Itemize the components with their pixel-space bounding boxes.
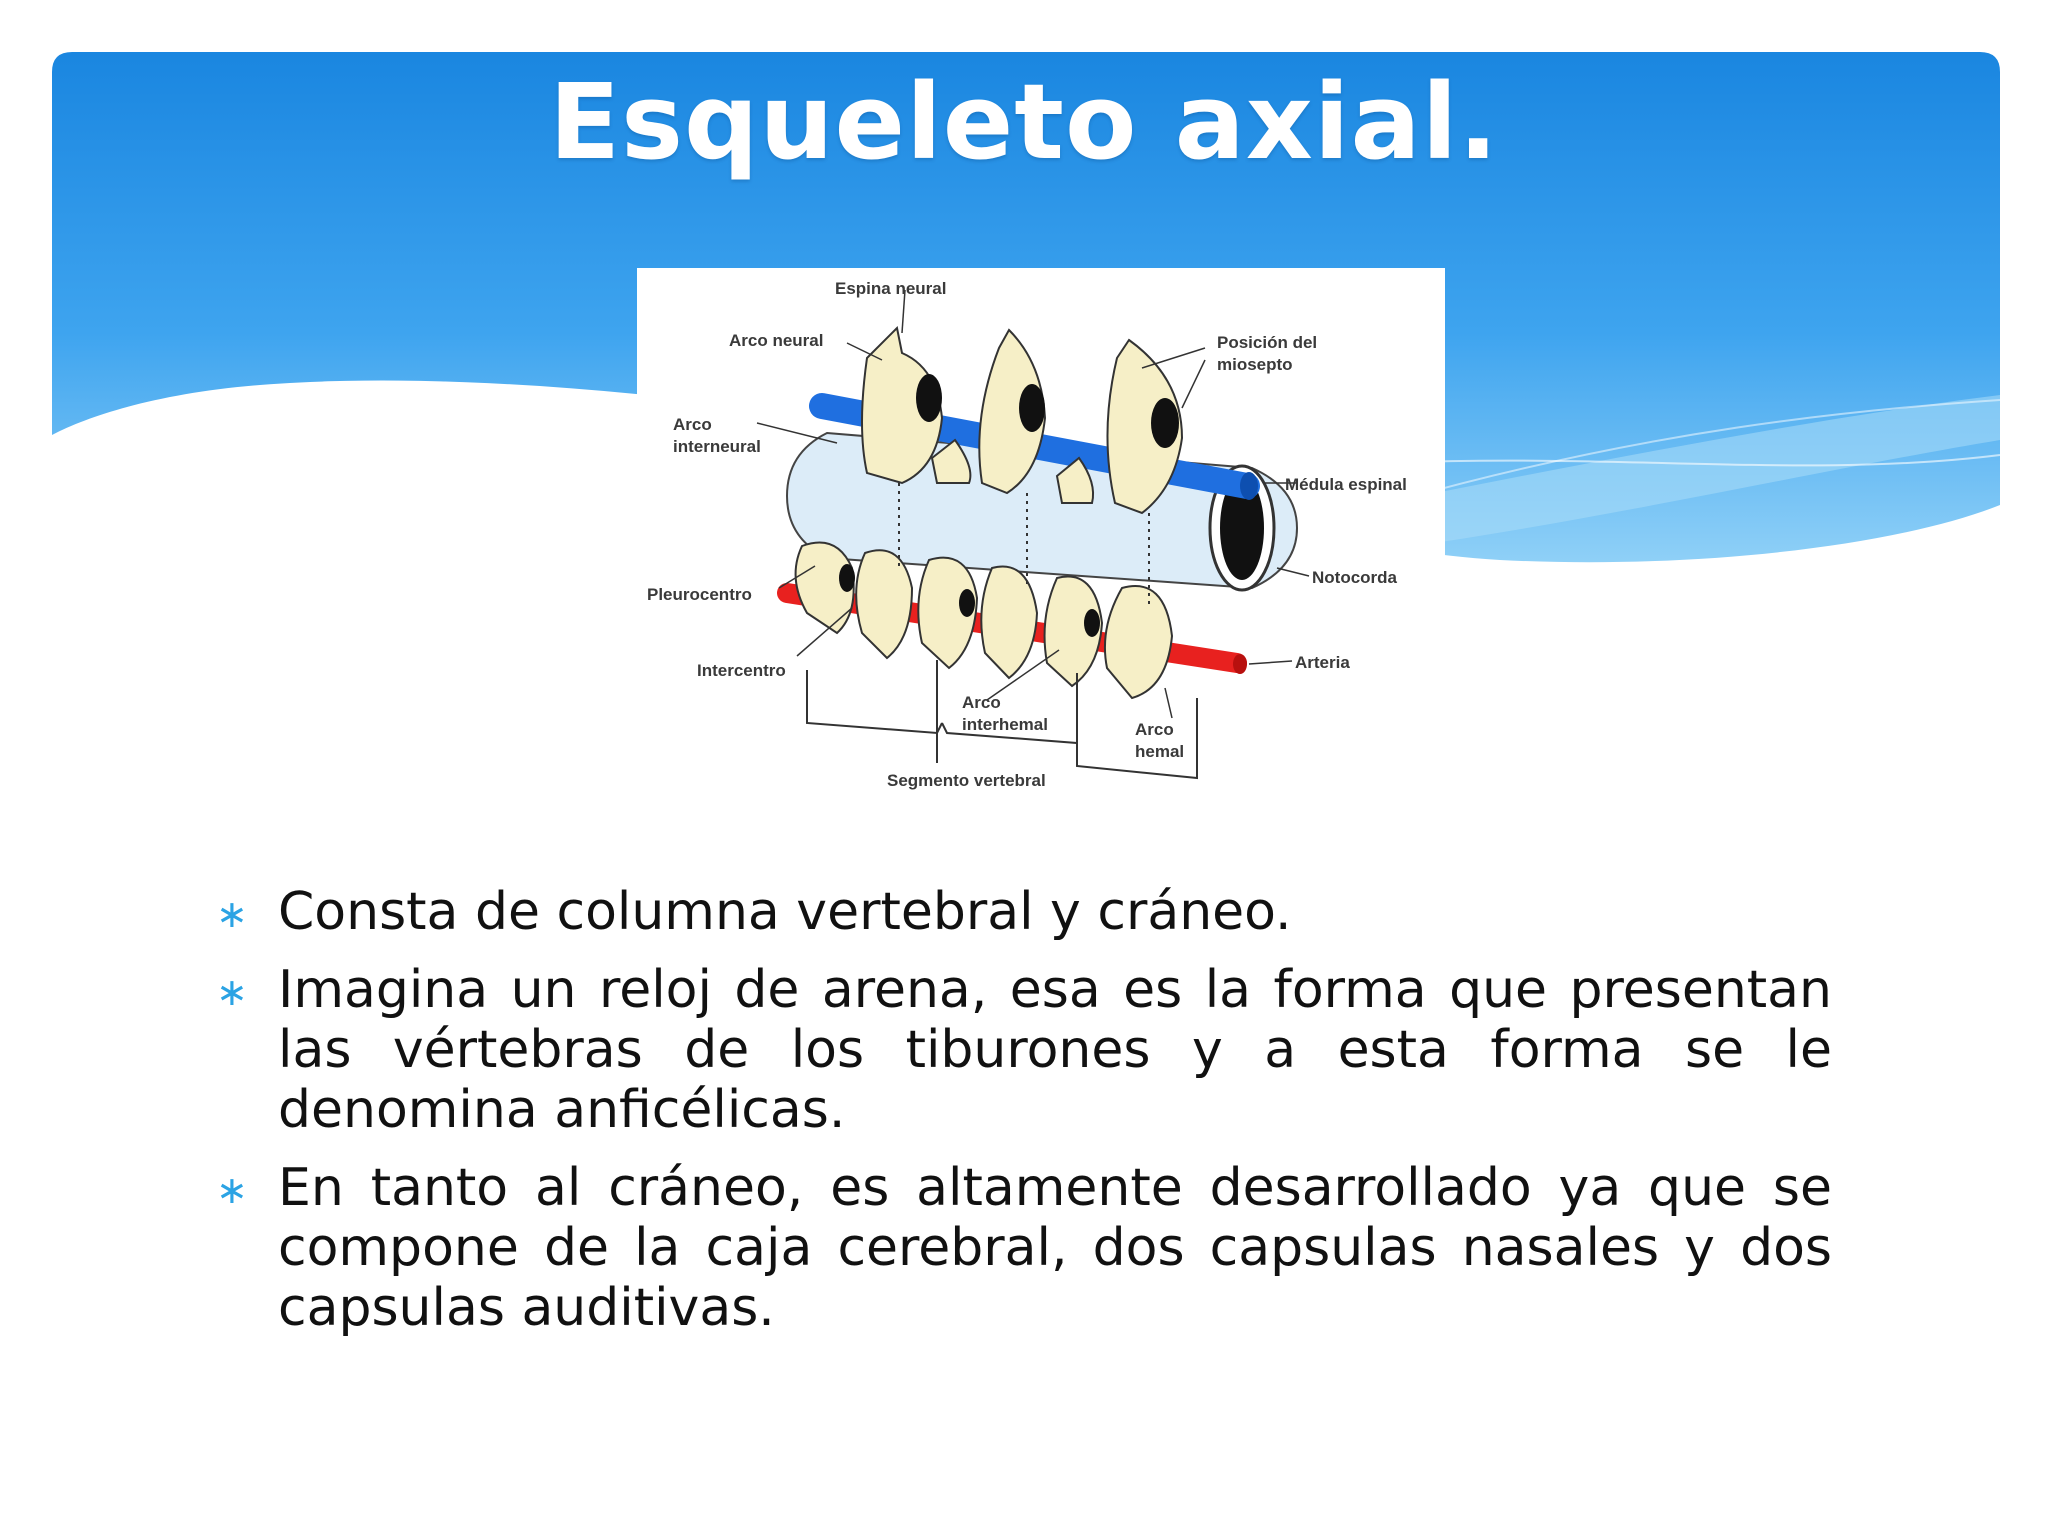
asterisk-bullet-icon: ∗ (216, 892, 248, 936)
label-arco-interhemal-1: Arco (962, 693, 1001, 712)
label-intercentro: Intercentro (697, 661, 786, 680)
asterisk-bullet-icon: ∗ (216, 1168, 248, 1212)
label-posicion-1: Posición del (1217, 333, 1318, 352)
spinal-cord-end (1240, 472, 1258, 500)
label-arco-hemal-2: hemal (1135, 742, 1185, 761)
label-arco-interneural-2: interneural (673, 437, 761, 456)
diagram-svg (637, 268, 1445, 800)
slide-title: Esqueleto axial. (549, 61, 1499, 183)
bullet-item (212, 882, 1832, 942)
label-arco-interhemal-2: interhemal (962, 715, 1048, 734)
vertebral-column-diagram (637, 268, 1445, 800)
label-segmento: Segmento vertebral (887, 771, 1046, 790)
bullet-item (212, 1158, 1832, 1338)
bullet-text: En tanto al cráneo, es altamente desarrollado ya que se compone de la caja cerebral, dos capsulas nasales y dos capsulas auditivas. (278, 1158, 1832, 1338)
label-arteria: Arteria (1295, 653, 1350, 672)
label-pleurocentro: Pleurocentro (647, 585, 752, 604)
neural-arch (862, 328, 942, 483)
label-arco-hemal-1: Arco (1135, 720, 1174, 739)
label-medula: Médula espinal (1285, 475, 1407, 494)
label-notocorda: Notocorda (1312, 568, 1397, 587)
bullet-item (212, 960, 1832, 1140)
label-arco-interneural-1: Arco (673, 415, 712, 434)
label-posicion-2: miosepto (1217, 355, 1293, 374)
label-arco-neural: Arco neural (729, 331, 824, 350)
bullet-list (212, 882, 1832, 1356)
bullet-text: Imagina un reloj de arena, esa es la forma que presentan las vértebras de los tiburones y a esta forma se le denomina anficélicas. (278, 960, 1832, 1140)
label-espina-neural: Espina neural (835, 279, 947, 298)
asterisk-bullet-icon: ∗ (216, 970, 248, 1014)
artery-end (1233, 654, 1247, 674)
bullet-text: Consta de columna vertebral y cráneo. (278, 882, 1292, 942)
